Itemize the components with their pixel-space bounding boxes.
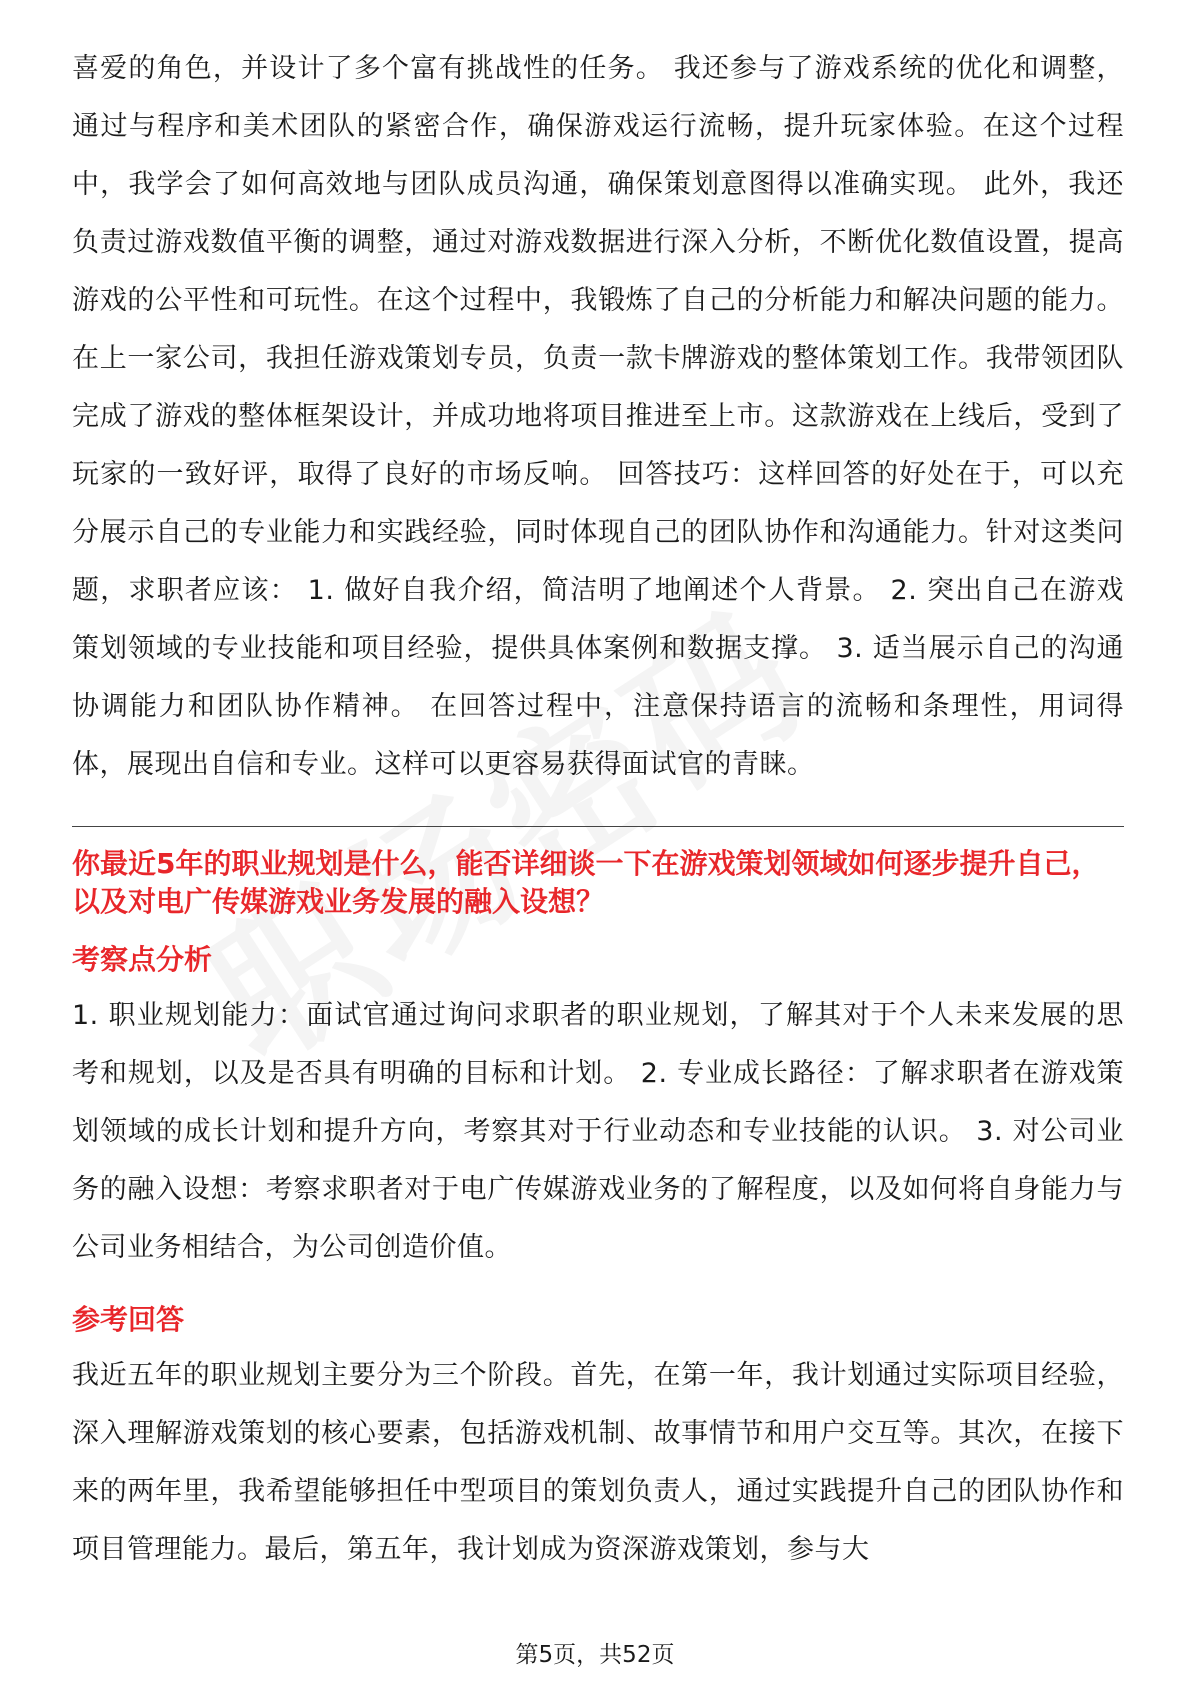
page-content xyxy=(72,40,1124,1579)
page-number: 第5页，共52页 xyxy=(515,1642,675,1668)
analysis-body: 1. 职业规划能力：面试官通过询问求职者的职业规划，了解其对于个人未来发展的思考和规划，以及是否具有明确的目标和计划。 2. 专业成长路径：了解求职者在游戏策划领域的成长计划和提升方向，考察其对于行业动态和专业技能的认识。 3. 对公司业务的融入设想：考察求职者对于电广传媒游戏业务的了解程度，以及如何将自身能力与公司业务相结合，为公司创造价值。 xyxy=(72,1000,1124,1263)
analysis-heading: 考察点分析 xyxy=(72,943,213,976)
section-divider xyxy=(72,826,1124,827)
answer-body: 我近五年的职业规划主要分为三个阶段。首先，在第一年，我计划通过实际项目经验，深入理解游戏策划的核心要素，包括游戏机制、故事情节和用户交互等。其次，在接下来的两年里，我希望能够担任中型项目的策划负责人，通过实践提升自己的团队协作和项目管理能力。最后，第五年，我计划成为资深游戏策划，参与大 xyxy=(72,1360,1124,1565)
interview-question: 你最近5年的职业规划是什么，能否详细谈一下在游戏策划领域如何逐步提升自己，以及对电广传媒游戏业务发展的融入设想？ xyxy=(72,847,1100,918)
intro-paragraph: 喜爱的角色，并设计了多个富有挑战性的任务。 我还参与了游戏系统的优化和调整，通过与程序和美术团队的紧密合作，确保游戏运行流畅，提升玩家体验。在这个过程中，我学会了如何高效地与团队成员沟通，确保策划意图得以准确实现。 此外，我还负责过游戏数值平衡的调整，通过对游戏数据进行深入分析，不断优化数值设置，提高游戏的公平性和可玩性。在这个过程中，我锻炼了自己的分析能力和解决问题的能力。 在上一家公司，我担任游戏策划专员，负责一款卡牌游戏的整体策划工作。我带领团队完成了游戏的整体框架设计，并成功地将项目推进至上市。这款游戏在上线后，受到了玩家的一致好评，取得了良好的市场反响。 回答技巧：这样回答的好处在于，可以充分展示自己的专业能力和实践经验，同时体现自己的团队协作和沟通能力。针对这类问题，求职者应该： 1. 做好自我介绍，简洁明了地阐述个人背景。 2. 突出自己在游戏策划领域的专业技能和项目经验，提供具体案例和数据支撑。 3. 适当展示自己的沟通协调能力和团队协作精神。 在回答过程中，注意保持语言的流畅和条理性，用词得体，展现出自信和专业。这样可以更容易获得面试官的青睐。 xyxy=(72,53,1124,780)
answer-heading: 参考回答 xyxy=(72,1303,185,1336)
